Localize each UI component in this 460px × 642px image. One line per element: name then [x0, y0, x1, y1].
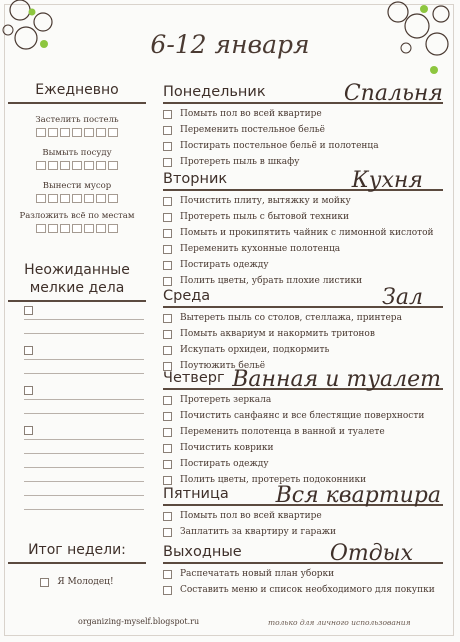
task-label: Почистить санфаянс и все блестящие поверхности — [180, 411, 425, 421]
daily-checkboxes[interactable] — [8, 224, 146, 233]
task-checkbox[interactable] — [163, 110, 172, 119]
daily-checkboxes[interactable] — [8, 194, 146, 203]
unexpected-checkbox[interactable] — [24, 346, 33, 355]
daily-checkboxes[interactable] — [8, 128, 146, 137]
task-label: Протереть пыль с бытовой техники — [180, 212, 350, 222]
task-checkbox[interactable] — [163, 213, 172, 222]
task-checkbox[interactable] — [163, 245, 172, 254]
task-label: Заплатить за квартиру и гаражи — [180, 527, 336, 537]
unexpected-heading-line1: Неожиданные — [24, 262, 130, 278]
week-summary-rule — [8, 562, 146, 564]
task-label: Почистить коврики — [180, 443, 274, 453]
task-item[interactable] — [163, 424, 443, 440]
week-summary-section — [8, 542, 146, 587]
task-item[interactable] — [163, 456, 443, 472]
week-summary-label: Я Молодец! — [57, 577, 114, 587]
day-block-wednesday — [163, 284, 443, 374]
task-label: Полить цветы, протереть подоконники — [180, 475, 367, 485]
day-block-friday — [163, 482, 443, 540]
task-label: Переменить полотенца в ванной и туалете — [180, 427, 385, 437]
task-label: Переменить постельное бельё — [180, 125, 325, 135]
unexpected-checkbox[interactable] — [24, 306, 33, 315]
task-label: Помыть аквариум и накормить тритонов — [180, 329, 375, 339]
task-label: Протереть пыль в шкафу — [180, 157, 300, 167]
unexpected-section — [8, 262, 146, 302]
task-checkbox[interactable] — [163, 412, 172, 421]
task-item[interactable] — [163, 326, 443, 342]
daily-checkboxes[interactable] — [8, 161, 146, 170]
room-title: Отдых — [329, 541, 413, 566]
unexpected-checkbox[interactable] — [24, 386, 33, 395]
task-checkbox[interactable] — [163, 142, 172, 151]
task-checkbox[interactable] — [163, 428, 172, 437]
task-item[interactable] — [163, 209, 443, 225]
day-block-thursday — [163, 366, 443, 488]
task-item[interactable] — [163, 106, 443, 122]
task-label: Помыть и прокипятить чайник с лимонной кислотой — [180, 228, 434, 238]
daily-section — [8, 82, 146, 233]
task-checkbox[interactable] — [163, 158, 172, 167]
daily-item: Вымыть посуду — [42, 148, 112, 158]
task-item[interactable] — [163, 225, 443, 241]
room-title: Зал — [382, 285, 423, 310]
unexpected-checkbox[interactable] — [24, 426, 33, 435]
daily-item: Разложить всё по местам — [19, 211, 135, 221]
daily-item: Застелить постель — [35, 115, 119, 125]
unexpected-heading-line2: мелкие дела — [29, 280, 125, 296]
task-label: Постирать одежду — [180, 459, 269, 469]
task-checkbox[interactable] — [163, 330, 172, 339]
task-checkbox[interactable] — [163, 444, 172, 453]
day-block-tuesday — [163, 167, 443, 289]
task-checkbox[interactable] — [163, 396, 172, 405]
task-item[interactable] — [163, 408, 443, 424]
page-title: 6-12 января — [150, 30, 310, 59]
task-item[interactable] — [163, 392, 443, 408]
day-block-monday — [163, 80, 443, 170]
task-item[interactable] — [163, 342, 443, 358]
task-item[interactable] — [163, 310, 443, 326]
task-label: Постирать постельное бельё и полотенца — [180, 141, 379, 151]
task-item[interactable] — [163, 508, 443, 524]
day-title: Вторник — [163, 171, 228, 187]
task-item[interactable] — [163, 138, 443, 154]
footer-note: только для личного использования — [268, 618, 411, 627]
task-checkbox[interactable] — [163, 528, 172, 537]
day-title: Четверг — [163, 370, 225, 386]
week-summary-item[interactable] — [8, 577, 146, 587]
task-label: Составить меню и список необходимого для покупки — [180, 585, 435, 595]
task-checkbox[interactable] — [163, 512, 172, 521]
task-item[interactable] — [163, 257, 443, 273]
daily-rule — [8, 102, 146, 104]
day-title: Пятница — [163, 486, 229, 502]
task-label: Помыть пол во всей квартире — [180, 109, 322, 119]
task-label: Искупать орхидеи, подкормить — [180, 345, 330, 355]
task-item[interactable] — [163, 582, 443, 598]
task-checkbox[interactable] — [163, 346, 172, 355]
task-item[interactable] — [163, 524, 443, 540]
week-summary-checkbox[interactable] — [40, 578, 49, 587]
daily-heading: Ежедневно — [35, 82, 119, 98]
room-title: Спальня — [343, 81, 443, 106]
week-summary-heading: Итог недели: — [28, 542, 126, 558]
day-block-weekend — [163, 540, 443, 598]
task-checkbox[interactable] — [163, 586, 172, 595]
task-checkbox[interactable] — [163, 261, 172, 270]
day-title: Выходные — [163, 544, 242, 560]
task-label: Вытереть пыль со столов, стеллажа, принтера — [180, 313, 402, 323]
task-item[interactable] — [163, 566, 443, 582]
footer-site: organizing-myself.blogspot.ru — [78, 617, 200, 626]
task-label: Протереть зеркала — [180, 395, 272, 405]
task-checkbox[interactable] — [163, 570, 172, 579]
task-item[interactable] — [163, 193, 443, 209]
task-checkbox[interactable] — [163, 126, 172, 135]
task-item[interactable] — [163, 440, 443, 456]
room-title: Кухня — [351, 168, 423, 193]
room-title: Ванная и туалет — [232, 367, 441, 392]
daily-item: Вынести мусор — [42, 181, 112, 191]
task-label: Распечатать новый план уборки — [180, 569, 335, 579]
day-title: Понедельник — [163, 84, 266, 100]
task-item[interactable] — [163, 241, 443, 257]
unexpected-rule — [8, 300, 146, 302]
task-checkbox[interactable] — [163, 197, 172, 206]
task-label: Поутюжить бельё — [180, 361, 266, 371]
task-label: Полить цветы, убрать плохие листики — [180, 276, 363, 286]
task-checkbox[interactable] — [163, 460, 172, 469]
task-item[interactable] — [163, 122, 443, 138]
task-checkbox[interactable] — [163, 314, 172, 323]
task-checkbox[interactable] — [163, 229, 172, 238]
task-label: Постирать одежду — [180, 260, 269, 270]
task-label: Помыть пол во всей квартире — [180, 511, 322, 521]
task-label: Почистить плиту, вытяжку и мойку — [180, 196, 351, 206]
task-label: Переменить кухонные полотенца — [180, 244, 341, 254]
room-title: Вся квартира — [275, 483, 441, 508]
day-title: Среда — [163, 288, 211, 304]
